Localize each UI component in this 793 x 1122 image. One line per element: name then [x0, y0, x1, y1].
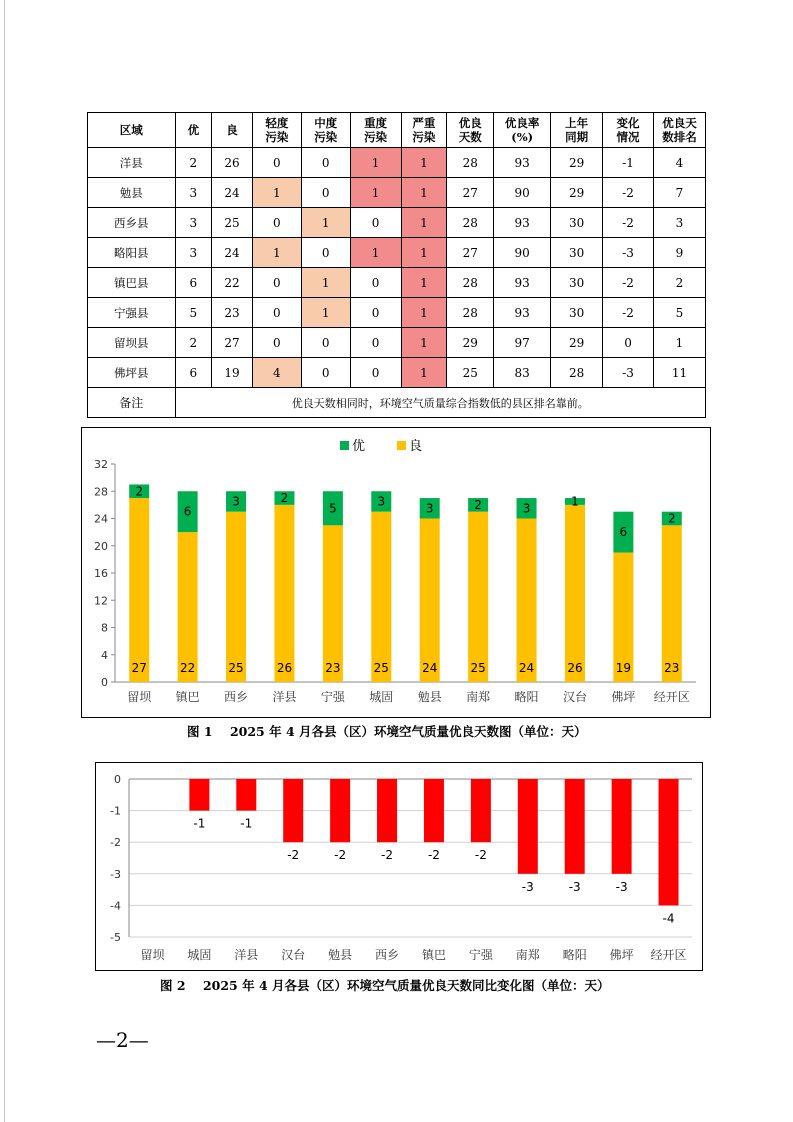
y-tick-label: 4 — [101, 648, 108, 662]
x-tick-label: 宁强 — [320, 690, 345, 704]
table-cell: 0 — [301, 328, 350, 358]
county-name-cell: 西乡县 — [88, 208, 176, 238]
y-tick-label: 24 — [94, 512, 108, 526]
table-cell: 1 — [401, 268, 447, 298]
x-tick-label: 经开区 — [650, 948, 687, 962]
x-tick-label: 略阳 — [514, 690, 539, 704]
table-cell: 24 — [212, 238, 253, 268]
table-cell: 4 — [252, 358, 301, 388]
table-cell: 90 — [494, 238, 551, 268]
table-cell: 28 — [447, 208, 494, 238]
bar-change-西乡 — [377, 779, 397, 842]
county-name-cell: 略阳县 — [88, 238, 176, 268]
table-cell: 0 — [301, 178, 350, 208]
note-label: 备注 — [88, 388, 176, 418]
table-cell: 0 — [252, 148, 301, 178]
table-row — [88, 298, 706, 328]
data-label-excellent: 1 — [571, 494, 579, 509]
table-cell: 3 — [653, 208, 705, 238]
data-label-good: 26 — [567, 661, 583, 675]
table-cell: 0 — [350, 358, 401, 388]
bar-good-洋县 — [274, 505, 294, 682]
table-cell: 1 — [401, 178, 447, 208]
table-header-cell: 优 — [175, 113, 212, 148]
table-cell: 0 — [301, 358, 350, 388]
x-tick-label: 勉县 — [328, 948, 353, 962]
bar-good-镇巴 — [178, 532, 198, 682]
table-cell: 29 — [551, 148, 603, 178]
data-label-change: -2 — [334, 848, 347, 863]
chart-good-days-change — [95, 762, 703, 971]
table-header-cell: 优良天 数排名 — [653, 113, 705, 148]
county-name-cell: 洋县 — [88, 148, 176, 178]
y-tick-label: 8 — [101, 621, 108, 635]
table-cell: 1 — [350, 148, 401, 178]
table-cell: 30 — [551, 208, 603, 238]
table-cell: 25 — [447, 358, 494, 388]
bar-good-城固 — [371, 512, 391, 682]
data-label-excellent: 2 — [474, 497, 482, 512]
data-label-excellent: 2 — [667, 511, 676, 526]
table-cell: 1 — [301, 298, 350, 328]
table-row — [88, 358, 706, 388]
bar-good-勉县 — [420, 519, 440, 683]
table-row — [88, 268, 706, 298]
table-cell: -3 — [603, 238, 654, 268]
county-name-cell: 留坝县 — [88, 328, 176, 358]
table-cell: 3 — [175, 178, 212, 208]
data-label-change: -2 — [474, 848, 487, 863]
county-name-cell: 勉县 — [88, 178, 176, 208]
data-label-good: 24 — [518, 661, 535, 675]
data-label-good: 23 — [325, 661, 341, 675]
table-cell: 29 — [551, 178, 603, 208]
table-cell: 1 — [252, 238, 301, 268]
table-row — [88, 178, 706, 208]
y-tick-label: -5 — [110, 931, 121, 944]
data-label-good: 19 — [615, 661, 632, 675]
x-tick-label: 南郑 — [466, 690, 491, 704]
table-cell: 93 — [494, 148, 551, 178]
figure-1-caption: 图 1 2025 年 4 月各县（区）环境空气质量优良天数图（单位：天） — [187, 724, 587, 739]
table-cell: 29 — [447, 328, 494, 358]
y-tick-label: 0 — [101, 676, 108, 689]
table-header-cell: 中度 污染 — [301, 113, 350, 148]
table-cell: 1 — [301, 268, 350, 298]
table-header-cell: 轻度 污染 — [252, 113, 301, 148]
x-tick-label: 洋县 — [234, 948, 259, 962]
bar-change-勉县 — [330, 779, 350, 842]
x-tick-label: 留坝 — [127, 690, 152, 704]
table-cell: 0 — [301, 148, 350, 178]
table-cell: 6 — [175, 358, 212, 388]
table-body — [88, 148, 706, 418]
table-cell: 3 — [175, 238, 212, 268]
table-cell: 27 — [447, 238, 494, 268]
table-cell: 93 — [494, 208, 551, 238]
bar-change-佛坪 — [612, 779, 632, 874]
table-cell: 2 — [175, 328, 212, 358]
y-tick-label: 28 — [94, 485, 108, 499]
data-label-excellent: 2 — [135, 484, 144, 499]
x-tick-label: 汉台 — [281, 948, 306, 962]
x-tick-label: 西乡 — [224, 690, 249, 704]
data-label-good: 24 — [422, 661, 438, 675]
x-tick-label: 南郑 — [515, 948, 540, 962]
table-cell: 97 — [494, 328, 551, 358]
bar-good-留坝 — [129, 498, 149, 682]
legend-swatch-good — [397, 441, 406, 450]
data-label-good: 26 — [276, 661, 293, 675]
table-cell: 27 — [212, 328, 253, 358]
data-label-excellent: 2 — [280, 491, 289, 506]
x-tick-label: 镇巴 — [175, 690, 200, 704]
data-label-excellent: 6 — [183, 504, 192, 519]
data-label-change: -1 — [240, 816, 253, 831]
table-header-cell: 良 — [212, 113, 253, 148]
x-tick-label: 洋县 — [272, 690, 297, 704]
table-cell: 27 — [447, 178, 494, 208]
data-label-change: -4 — [662, 911, 675, 926]
bar-change-镇巴 — [424, 779, 444, 842]
x-tick-label: 城固 — [187, 948, 212, 962]
table-cell: -1 — [603, 148, 654, 178]
table-cell: 1 — [401, 208, 447, 238]
bar-change-经开区 — [659, 779, 679, 905]
bar-good-宁强 — [323, 525, 343, 682]
table-cell: 5 — [175, 298, 212, 328]
table-cell: 29 — [551, 328, 603, 358]
table-cell: 93 — [494, 298, 551, 328]
table-cell: 90 — [494, 178, 551, 208]
data-label-excellent: 3 — [377, 494, 386, 509]
x-tick-label: 城固 — [369, 690, 394, 704]
table-cell: 0 — [252, 268, 301, 298]
x-tick-label: 宁强 — [468, 948, 493, 962]
bar-change-南郑 — [518, 779, 538, 874]
table-cell: 9 — [653, 238, 705, 268]
table-cell: 2 — [175, 148, 212, 178]
table-cell: 7 — [653, 178, 705, 208]
x-tick-label: 汉台 — [562, 690, 587, 704]
note-row — [88, 388, 706, 418]
data-label-excellent: 3 — [425, 501, 434, 516]
data-label-change: -2 — [427, 848, 440, 863]
table-cell: 24 — [212, 178, 253, 208]
data-label-excellent: 5 — [329, 501, 337, 516]
legend-label-excellent: 优 — [352, 439, 366, 454]
data-label-good: 25 — [470, 661, 486, 675]
legend-swatch-excellent — [340, 441, 349, 450]
table-cell: 28 — [447, 268, 494, 298]
table-cell: 2 — [653, 268, 705, 298]
table-cell: 28 — [447, 148, 494, 178]
data-label-good: 25 — [373, 661, 389, 675]
table-cell: 22 — [212, 268, 253, 298]
data-label-good: 22 — [179, 661, 196, 675]
table-row — [88, 238, 706, 268]
x-tick-label: 佛坪 — [609, 948, 634, 962]
table-cell: 0 — [350, 208, 401, 238]
x-tick-label: 镇巴 — [421, 948, 446, 962]
table-row — [88, 148, 706, 178]
table-cell: 0 — [350, 298, 401, 328]
table-cell: 93 — [494, 268, 551, 298]
data-label-excellent: 6 — [619, 525, 628, 540]
county-name-cell: 镇巴县 — [88, 268, 176, 298]
page-edge-line — [4, 0, 5, 1122]
bar-change-汉台 — [283, 779, 303, 842]
bar-good-汉台 — [565, 505, 585, 682]
y-tick-label: -3 — [110, 867, 121, 881]
x-tick-label: 西乡 — [375, 948, 400, 962]
table-header-cell: 区域 — [88, 113, 176, 148]
table-header-cell: 上年 同期 — [551, 113, 603, 148]
table-header — [88, 113, 706, 148]
table-cell: 0 — [350, 268, 401, 298]
data-label-change: -2 — [381, 848, 394, 863]
table-cell: 1 — [401, 298, 447, 328]
x-tick-label: 略阳 — [562, 948, 587, 962]
bar-change-城固 — [189, 779, 209, 811]
x-tick-label: 经开区 — [653, 690, 690, 704]
table-cell: 28 — [551, 358, 603, 388]
data-label-change: -3 — [521, 879, 534, 894]
data-label-good: 27 — [131, 661, 147, 675]
table-cell: 0 — [252, 328, 301, 358]
x-tick-label: 留坝 — [140, 948, 165, 962]
table-cell: 5 — [653, 298, 705, 328]
table-cell: 1 — [401, 328, 447, 358]
y-tick-label: -4 — [110, 899, 121, 913]
table-cell: 0 — [301, 238, 350, 268]
table-row — [88, 208, 706, 238]
y-tick-label: -2 — [110, 836, 121, 850]
data-label-change: -3 — [568, 879, 581, 894]
data-label-excellent: 3 — [232, 494, 240, 509]
county-name-cell: 宁强县 — [88, 298, 176, 328]
data-label-change: -2 — [287, 848, 300, 863]
table-cell: 4 — [653, 148, 705, 178]
y-tick-label: 20 — [94, 539, 108, 553]
figure-2-caption: 图 2 2025 年 4 月各县（区）环境空气质量优良天数同比变化图（单位：天） — [160, 978, 610, 993]
table-cell: 30 — [551, 298, 603, 328]
table-cell: -2 — [603, 298, 654, 328]
table-cell: 1 — [401, 358, 447, 388]
bar-good-略阳 — [517, 519, 537, 683]
table-cell: 0 — [252, 298, 301, 328]
y-tick-label: 12 — [94, 594, 108, 608]
table-header-cell: 变化 情况 — [603, 113, 654, 148]
table-header-cell: 优良 天数 — [447, 113, 494, 148]
table-cell: 6 — [175, 268, 212, 298]
chart-good-days — [81, 427, 711, 718]
table-cell: -2 — [603, 268, 654, 298]
bar-change-宁强 — [471, 779, 491, 842]
data-label-change: -1 — [193, 816, 206, 831]
bar-good-经开区 — [662, 525, 682, 682]
table-cell: 11 — [653, 358, 705, 388]
table-header-cell: 重度 污染 — [350, 113, 401, 148]
table-cell: 1 — [401, 148, 447, 178]
table-cell: 30 — [551, 238, 603, 268]
table-cell: 1 — [301, 208, 350, 238]
table-cell: 0 — [252, 208, 301, 238]
table-cell: 19 — [212, 358, 253, 388]
legend-label-good: 良 — [409, 439, 423, 454]
data-label-good: 23 — [664, 661, 680, 675]
x-tick-label: 佛坪 — [611, 690, 636, 704]
y-tick-label: 32 — [94, 458, 108, 471]
table-header-cell: 优良率 (%) — [494, 113, 551, 148]
table-cell: 1 — [252, 178, 301, 208]
table-cell: 3 — [175, 208, 212, 238]
page-number: —2— — [96, 1028, 149, 1052]
table-cell: 1 — [350, 178, 401, 208]
data-label-change: -3 — [615, 879, 628, 894]
x-tick-label: 勉县 — [417, 690, 442, 704]
county-name-cell: 佛坪县 — [88, 358, 176, 388]
note-text: 优良天数相同时，环境空气质量综合指数低的县区排名靠前。 — [175, 388, 705, 418]
table-header-cell: 严重 污染 — [401, 113, 447, 148]
table-cell: 1 — [653, 328, 705, 358]
table-cell: -2 — [603, 178, 654, 208]
table-cell: 30 — [551, 268, 603, 298]
bar-change-洋县 — [236, 779, 256, 811]
bar-good-西乡 — [226, 512, 246, 682]
table-cell: 1 — [350, 238, 401, 268]
data-label-good: 25 — [228, 661, 244, 675]
table-cell: -3 — [603, 358, 654, 388]
table-cell: 1 — [401, 238, 447, 268]
air-quality-table — [87, 112, 706, 418]
table-cell: 26 — [212, 148, 253, 178]
table-cell: 83 — [494, 358, 551, 388]
table-cell: 0 — [350, 328, 401, 358]
bar-change-略阳 — [565, 779, 585, 874]
chart-good-days-change-svg — [96, 763, 702, 970]
table-header-row — [88, 113, 706, 148]
table-cell: 25 — [212, 208, 253, 238]
y-tick-label: -1 — [110, 804, 121, 818]
table-cell: -2 — [603, 208, 654, 238]
y-tick-label: 0 — [114, 773, 121, 786]
chart-good-days-svg — [82, 428, 710, 717]
table-cell: 0 — [603, 328, 654, 358]
y-tick-label: 16 — [94, 567, 108, 580]
table-row — [88, 328, 706, 358]
data-label-excellent: 3 — [522, 501, 531, 516]
bar-good-南郑 — [468, 512, 488, 682]
table-cell: 28 — [447, 298, 494, 328]
table-cell: 23 — [212, 298, 253, 328]
